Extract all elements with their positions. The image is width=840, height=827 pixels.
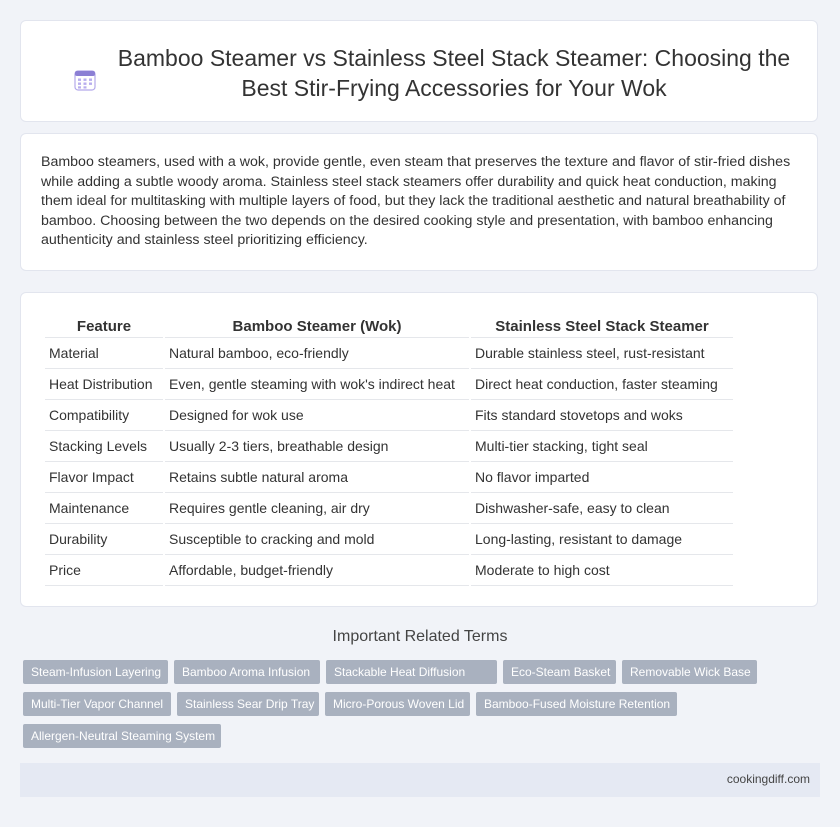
table-cell: No flavor imparted (471, 462, 733, 493)
table-row (45, 369, 733, 400)
related-term-tag[interactable]: Multi-Tier Vapor Channel (23, 692, 171, 716)
table-cell: Durable stainless steel, rust-resistant (471, 338, 733, 369)
related-term-tag[interactable]: Allergen-Neutral Steaming System (23, 724, 221, 748)
related-term-tag[interactable]: Eco-Steam Basket (503, 660, 616, 684)
table-row (45, 493, 733, 524)
table-cell: Designed for wok use (165, 400, 469, 431)
related-term-tag[interactable]: Removable Wick Base (622, 660, 757, 684)
table-cell: Material (45, 338, 163, 369)
related-term-tag[interactable]: Micro-Porous Woven Lid (325, 692, 470, 716)
related-term-tag[interactable]: Steam-Infusion Layering (23, 660, 168, 684)
related-term-tag[interactable]: Bamboo-Fused Moisture Retention (476, 692, 677, 716)
column-header-stainless: Stainless Steel Stack Steamer (471, 316, 733, 338)
table-row (45, 431, 733, 462)
table-cell: Durability (45, 524, 163, 555)
source-link[interactable]: cookingdiff.com (726, 772, 810, 786)
related-term-tag[interactable]: Stackable Heat Diffusion (326, 660, 497, 684)
table-cell: Affordable, budget-friendly (165, 555, 469, 586)
table-header-row (45, 316, 733, 338)
table-cell: Retains subtle natural aroma (165, 462, 469, 493)
table-cell: Dishwasher-safe, easy to clean (471, 493, 733, 524)
table-cell: Multi-tier stacking, tight seal (471, 431, 733, 462)
table-row (45, 524, 733, 555)
table-cell: Direct heat conduction, faster steaming (471, 369, 733, 400)
comparison-card (20, 292, 818, 607)
table-cell: Heat Distribution (45, 369, 163, 400)
table-cell: Flavor Impact (45, 462, 163, 493)
footer (20, 763, 820, 797)
table-cell: Natural bamboo, eco-friendly (165, 338, 469, 369)
related-term-tag[interactable]: Stainless Sear Drip Tray (177, 692, 319, 716)
related-term-tag[interactable]: Bamboo Aroma Infusion (174, 660, 320, 684)
summary-paragraph: Bamboo steamers, used with a wok, provide gentle, even steam that preserves the texture and flavor of stir-fried dishes while adding a subtle woody aroma. Stainless steel stack steamers offer durability and quick heat conduction, making them ideal for multitasking with multiple layers of food, but they lack the traditional aesthetic and natural breathability of bamboo. Choosing between the two depends on the desired cooking style and presentation, with bamboo enhancing authenticity and stainless steel prioritizing efficiency. (41, 154, 791, 249)
calendar-icon (73, 68, 97, 92)
table-cell: Price (45, 555, 163, 586)
table-row (45, 555, 733, 586)
summary-card (20, 133, 818, 271)
table-cell: Usually 2-3 tiers, breathable design (165, 431, 469, 462)
table-row (45, 400, 733, 431)
table-cell: Compatibility (45, 400, 163, 431)
table-row (45, 462, 733, 493)
comparison-table (43, 316, 735, 586)
related-terms-heading: Important Related Terms (332, 628, 508, 645)
column-header-feature: Feature (45, 316, 163, 338)
table-cell: Susceptible to cracking and mold (165, 524, 469, 555)
page-title: Bamboo Steamer vs Stainless Steel Stack Steamer: Choosing the Best Stir-Frying Accessories for Your Wok (117, 45, 791, 101)
table-cell: Fits standard stovetops and woks (471, 400, 733, 431)
table-cell: Requires gentle cleaning, air dry (165, 493, 469, 524)
table-cell: Long-lasting, resistant to damage (471, 524, 733, 555)
table-cell: Maintenance (45, 493, 163, 524)
table-cell: Moderate to high cost (471, 555, 733, 586)
column-header-bamboo: Bamboo Steamer (Wok) (165, 316, 469, 338)
table-row (45, 338, 733, 369)
table-cell: Even, gentle steaming with wok's indirect heat (165, 369, 469, 400)
title-card (20, 20, 818, 122)
table-cell: Stacking Levels (45, 431, 163, 462)
